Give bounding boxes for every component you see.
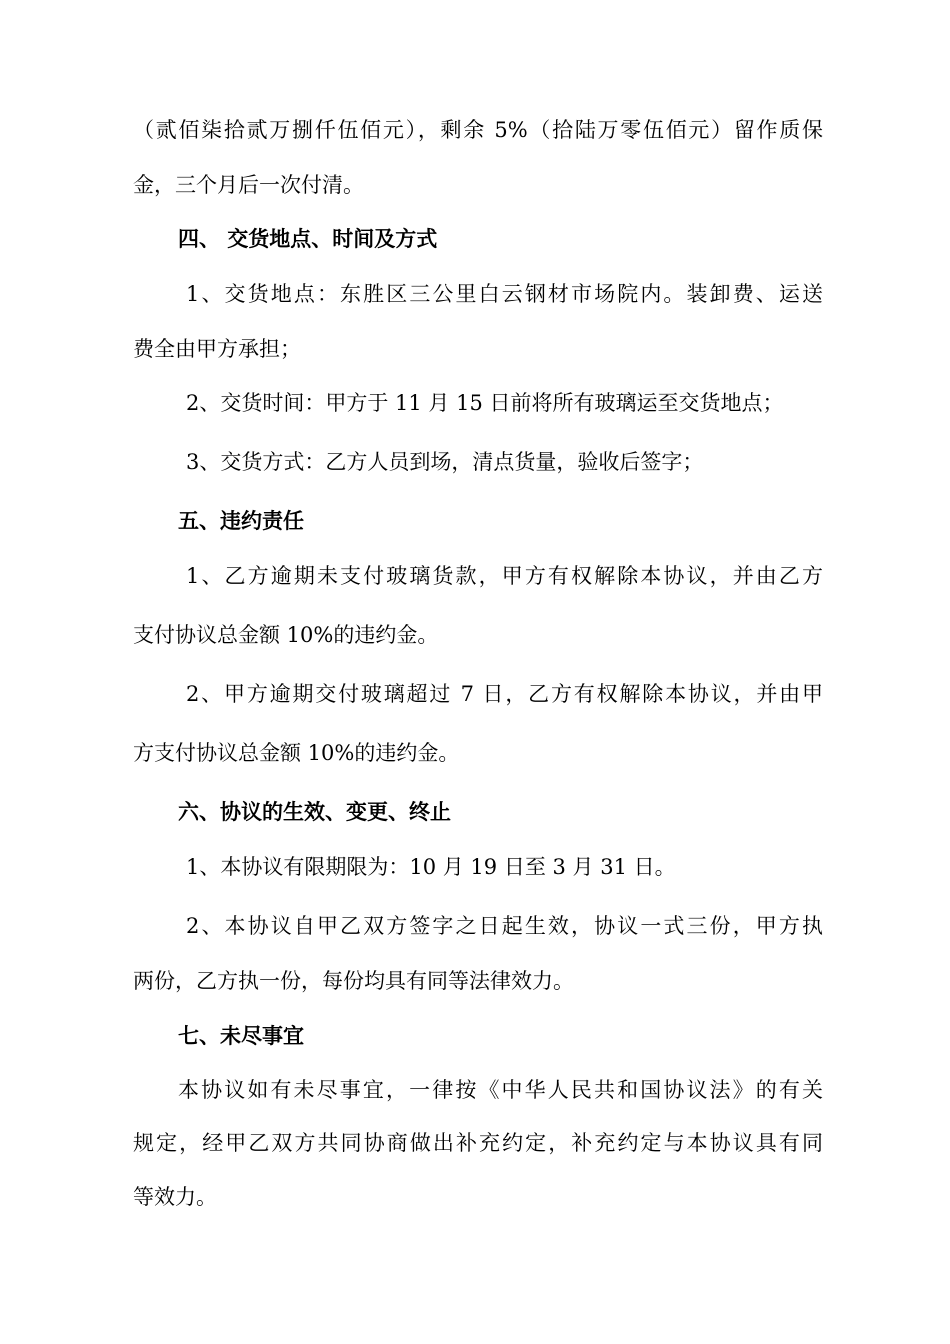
paragraph-line: 支付协议总金额 10%的违约金。 (133, 623, 439, 647)
paragraph-line: 1、本协议有限期限为：10 月 19 日至 3 月 31 日。 (186, 855, 676, 879)
paragraph-line: （贰佰柒拾贰万捌仟伍佰元），剩余 5%（拾陆万零伍佰元）留作质保 (133, 118, 823, 142)
section-heading-misc: 七、未尽事宜 (178, 1023, 304, 1048)
paragraph-line: 3、交货方式：乙方人员到场，清点货量，验收后签字； (186, 450, 704, 474)
paragraph-line: 2、本协议自甲乙双方签字之日起生效，协议一式三份，甲方执 (186, 914, 823, 938)
paragraph-line: 2、交货时间：甲方于 11 月 15 日前将所有玻璃运至交货地点； (186, 391, 784, 415)
paragraph-line: 2、甲方逾期交付玻璃超过 7 日，乙方有权解除本协议，并由甲 (186, 682, 823, 706)
paragraph-line: 两份，乙方执一份，每份均具有同等法律效力。 (133, 969, 574, 993)
section-heading-delivery: 四、 交货地点、时间及方式 (178, 226, 438, 251)
paragraph-line: 1、交货地点：东胜区三公里白云钢材市场院内。装卸费、运送 (186, 282, 823, 306)
section-heading-effectiveness: 六、协议的生效、变更、终止 (178, 799, 451, 824)
paragraph-line: 金，三个月后一次付清。 (133, 173, 364, 197)
paragraph-line: 等效力。 (133, 1185, 217, 1209)
section-heading-liability: 五、违约责任 (178, 508, 304, 533)
paragraph-line: 方支付协议总金额 10%的违约金。 (133, 741, 460, 765)
paragraph-line: 1、乙方逾期未支付玻璃货款，甲方有权解除本协议，并由乙方 (186, 564, 823, 588)
paragraph-line: 规定，经甲乙双方共同协商做出补充约定，补充约定与本协议具有同 (133, 1131, 823, 1155)
paragraph-line: 费全由甲方承担； (133, 337, 301, 361)
paragraph-line: 本协议如有未尽事宜，一律按《中华人民共和国协议法》的有关 (178, 1078, 823, 1102)
